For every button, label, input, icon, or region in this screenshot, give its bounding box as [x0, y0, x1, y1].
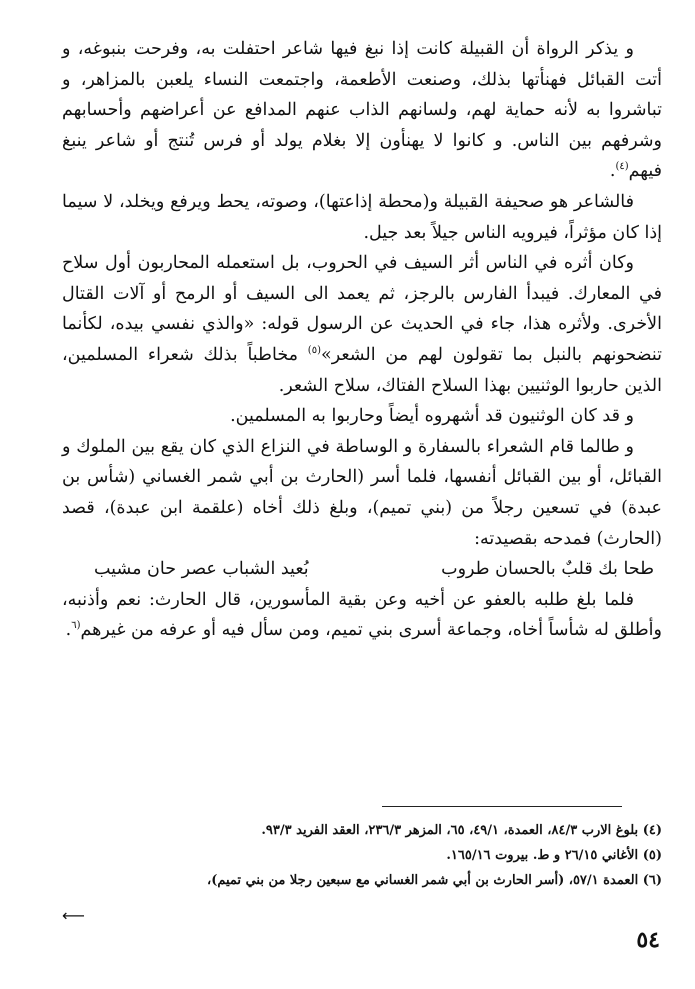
footnote-marker-6: (٦ — [71, 620, 81, 632]
paragraph-1: و يذكر الرواة أن القبيلة كانت إذا نبغ فيها شاعر احتفلت به، وفرحت بنبوغه، و أتت القبائل فهنأتها بذلك، وصنعت الأطعمة، واجتمعت النساء يلعبن بالمزاهر، و تباشروا به لأنه حماية لهم، ولسانهم الذاب عنهم المدافع عن أعراضهم وأحسابهم وشرفهم بين الناس. و كانوا لا يهنأون إلا بغلام يولد أو فرس تُنتج أو شاعر ينبغ فيهم$^{(٤)}$. — [62, 39, 662, 182]
paragraph-5: و طالما قام الشعراء بالسفارة و الوساطة في النزاع الذي كان يقع بين الملوك و القبائل، أو بين القبائل أنفسها، فلما أسر (الحارث بن أبي شمر الغساني (شأس بن عبدة) في تسعين رجلاً من (بني تميم)، وبلغ ذلك أخاه (علقمة ابن عبدة)، قصد (الحارث) فمدحه بقصيدته: — [62, 436, 662, 549]
continued-arrow-icon: ⟵ — [62, 906, 85, 925]
footnote-marker-5: (٥) — [307, 345, 321, 357]
verse-second-hemistich: بُعيد الشباب عصر حان مشيب — [94, 559, 309, 580]
verse-first-hemistich: طحا بك قلبٌ بالحسان طروب — [441, 559, 654, 580]
paragraph-2: فالشاعر هو صحيفة القبيلة و(محطة إذاعتها)، وصوته، يحط ويرفع ويخلد، لا سيما إذا كان مؤثراً، فيرويه الناس جيلاً بعد جيل. — [62, 191, 662, 243]
footnote-5: (٥) الأغاني ٢٦/١٥ و ط. بيروت ١٦٥/١٦. — [446, 848, 662, 863]
footnote-marker-4: (٤) — [615, 161, 629, 173]
footnote-6: (٦) العمدة ٥٧/١، (أسر الحارث بن أبي شمر الغساني مع سبعين رجلا من بني تميم)، — [207, 873, 662, 888]
footnotes — [62, 818, 662, 893]
page-number: ٥٤ — [636, 927, 660, 953]
paragraph-3: وكان أثره في الناس أثر السيف في الحروب، بل استعمله المحاربون أول سلاح في المعارك. فيبدأ الفارس بالرجز، ثم يعمد الى السيف أو الرمح أو آلات القتال الأخرى. ولأثره هذا، جاء في الحديث عن الرسول قوله: «والذي نفسي بيده، لكأنما تنضحونهم بالنبل بما تقولون لهم من الشعر»$^{(٥)}$ مخاطباً بذلك شعراء المسلمين، الذين حاربوا الوثنيين بهذا السلاح الفتاك، سلاح الشعر. — [62, 253, 662, 396]
footnote-4: (٤) بلوغ الارب ٨٤/٣، العمدة، ٤٩/١، ٦٥، المزهر ٢٣٦/٣، العقد الفريد ٩٣/٣. — [261, 823, 662, 838]
footnote-divider — [382, 806, 622, 807]
paragraph-4: و قد كان الوثنيون قد أشهروه أيضاً وحاربوا به المسلمين. — [230, 406, 634, 427]
main-text — [62, 34, 662, 646]
poem-verse — [62, 554, 662, 585]
paragraph-6: فلما بلغ طلبه بالعفو عن أخيه وعن بقية المأسورين، قال الحارث: نعم وأذنبه، وأطلق له شأساً أخاه، وجماعة أسرى بني تميم، ومن سأل فيه أو عرفه من غيرهم$^{(٦}$. — [62, 589, 662, 641]
